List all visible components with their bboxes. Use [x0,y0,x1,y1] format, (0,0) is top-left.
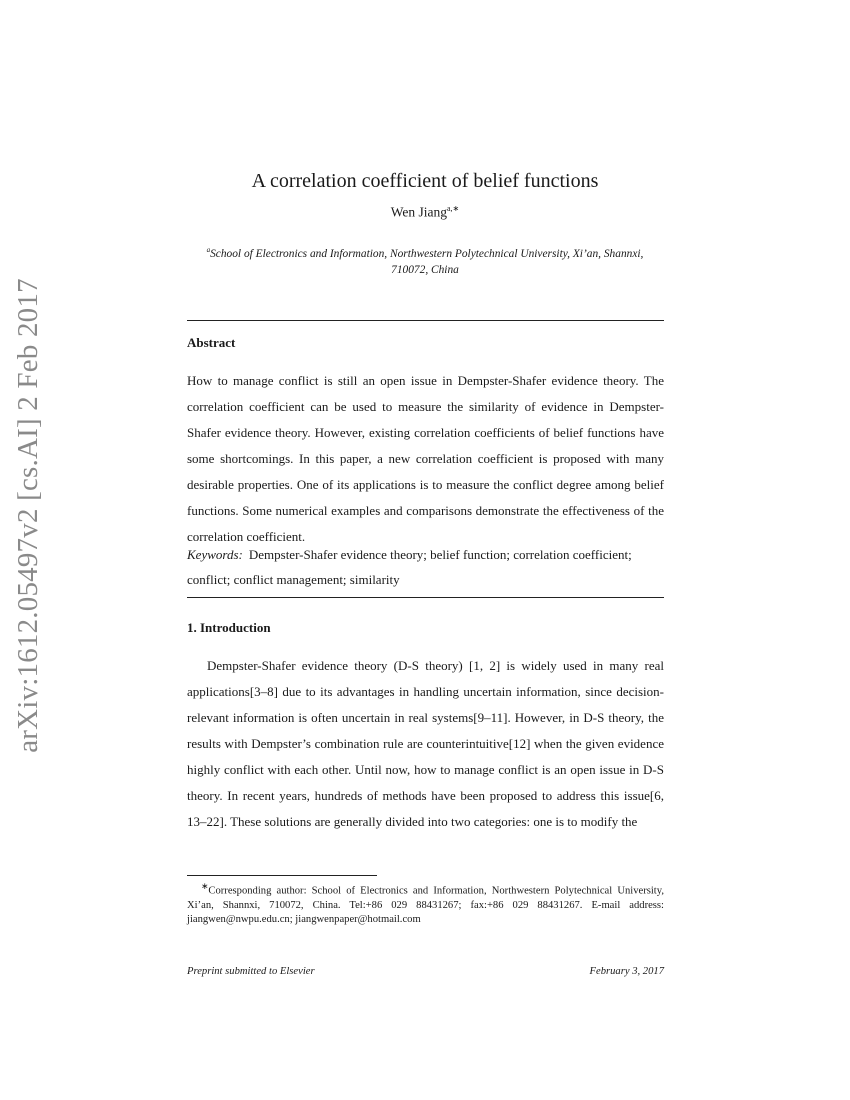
keywords-text: Dempster-Shafer evidence theory; belief function; correlation coefficient; conflict; conflict management; similarity [187,547,632,587]
abstract-top-rule [187,320,664,321]
arxiv-sidebar-stamp [0,277,56,753]
affiliation [190,242,660,278]
section-heading-introduction: 1. Introduction [187,620,271,635]
footnote-text: Corresponding author: School of Electronics and Information, Northwestern Polytechnical University, Xi’an, Shannxi, 710072, China. Tel:+86 029 88431267; fax:+86 029 88431267. E-mail address: jiangwen@nwpu.edu.cn; jiangwenpaper@hotmail.com [187,885,664,925]
abstract-body: How to manage conflict is still an open issue in Dempster-Shafer evidence theory. The correlation coefficient can be used to measure the similarity of evidence in Dempster-Shafer evidence theory. However, existing correlation coefficients of belief functions have some shortcomings. In this paper, a new correlation coefficient is proposed with many desirable properties. One of its applications is to measure the conflict degree among belief functions. Some numerical examples and comparisons demonstrate the effectiveness of the correlation coefficient. [187,373,664,544]
footnote [187,879,664,927]
keywords-label: Keywords: [187,547,243,562]
footnote-rule [187,875,377,876]
author-marks: a,∗ [447,204,460,213]
abstract-bottom-rule [187,597,664,598]
affiliation-text: School of Electronics and Information, Northwestern Polytechnical University, Xi’an, Shannxi, 710072, China [210,247,644,276]
author-name: Wen Jiang [390,204,447,220]
arxiv-id-text: arXiv:1612.05497v2 [cs.AI] 2 Feb 2017 [11,277,44,753]
footnote-mark: ∗ [201,881,209,891]
introduction-body: Dempster-Shafer evidence theory (D-S theory) [1, 2] is widely used in many real applications[3–8] due to its advantages in handling uncertain information, since decision-relevant information is often uncertain in real systems[9–11]. However, in D-S theory, the results with Dempster’s combination rule are counterintuitive[12] when the given evidence highly conflict with each other. Until now, how to manage conflict is an open issue in D-S theory. In recent years, hundreds of methods have been proposed to address this issue[6, 13–22]. These solutions are generally divided into two categories: one is to modify the [187,658,664,829]
abstract-heading: Abstract [187,335,236,350]
paper-title: A correlation coefficient of belief functions [251,170,599,192]
affiliation-mark: a [206,246,211,254]
footer-preprint-note: Preprint submitted to Elsevier [187,966,315,977]
footer-date: February 3, 2017 [589,966,664,977]
author-line [0,204,850,221]
keywords [187,542,664,592]
